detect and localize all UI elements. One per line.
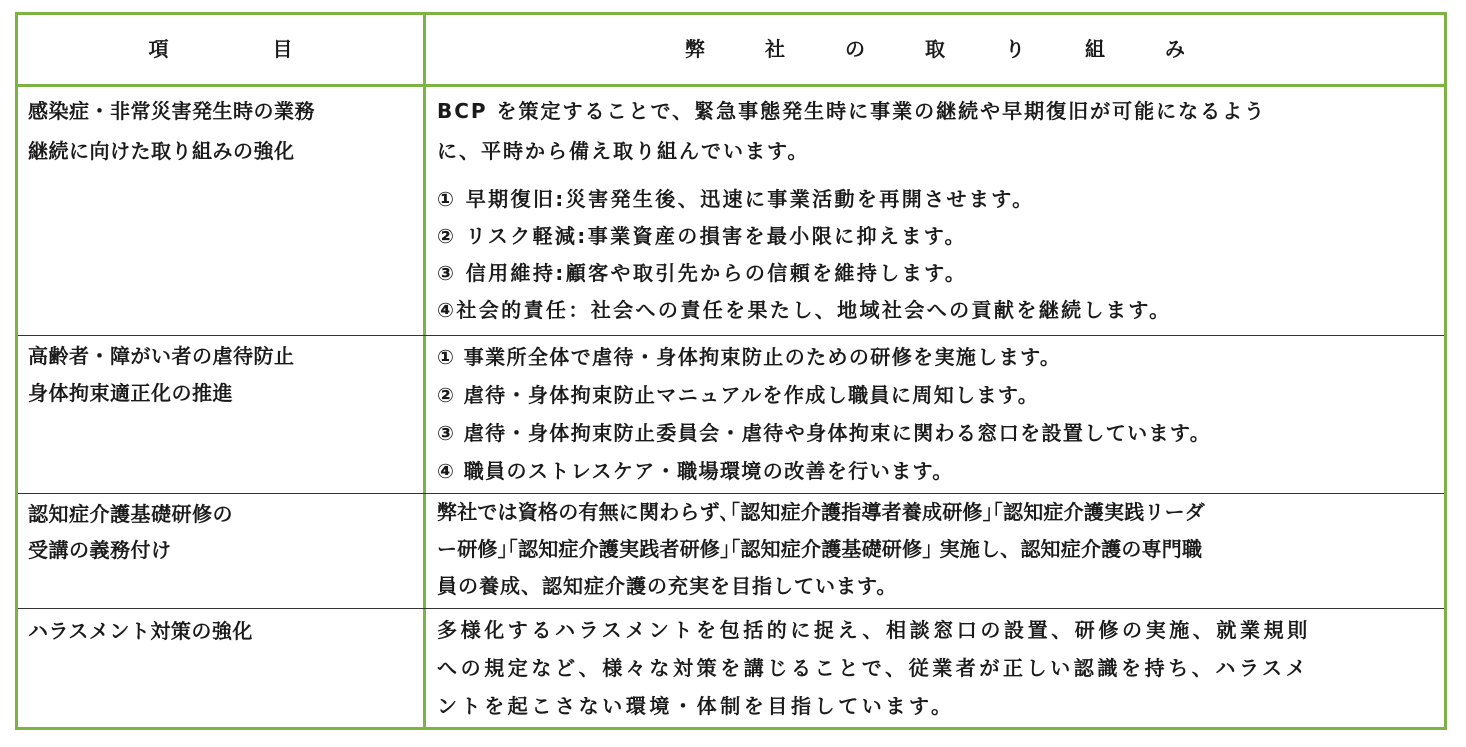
list-item: ② 虐待・身体拘束防止マニュアルを作成し職員に周知します。	[437, 383, 1040, 407]
row-content: 多様化するハラスメントを包括的に捉え、相談窓口の設置、研修の実施、就業規則 への規定など、様々な対策を講じることで、従業者が正しい認識を持ち、ハラスメ ントを起こさない環境・体制を目指しています。	[437, 618, 1311, 718]
list-item: ① 早期復旧:災害発生後、迅速に事業活動を再開させます。	[437, 187, 1035, 211]
row-item: 高齢者・障がい者の虐待防止 身体拘束適正化の推進	[28, 344, 295, 405]
list-item: ① 事業所全体で虐待・身体拘束防止のための研修を実施します。	[437, 345, 1062, 369]
row-content: 弊社では資格の有無に関わらず､｢認知症介護指導者養成研修｣｢認知症介護実践リーダ ー研修｣｢認知症介護実践者研修｣｢認知症介護基礎研修｣ 実施し、認知症介護の専門職 員の養成、認知症介護の充実を目指しています。	[437, 500, 1205, 598]
row-item: 感染症・非常災害発生時の業務 継続に向けた取り組みの強化	[28, 99, 315, 163]
list-item: ③ 信用維持:顧客や取引先からの信頼を維持します。	[437, 261, 968, 285]
row-item: ハラスメント対策の強化	[28, 619, 253, 643]
list-item: ③ 虐待・身体拘束防止委員会・虐待や身体拘束に関わる窓口を設置しています。	[437, 421, 1212, 445]
table-row	[18, 87, 1444, 336]
policy-table	[15, 12, 1447, 730]
list-item: ② リスク軽減:事業資産の損害を最小限に抑えます。	[437, 224, 967, 248]
table-row	[18, 609, 1444, 727]
table-row	[18, 336, 1444, 494]
table-row	[18, 494, 1444, 609]
header-initiatives: 弊 社 の 取 り 組 み	[685, 37, 1185, 61]
table-header	[18, 15, 1444, 87]
row-content: BCP を策定することで、緊急事態発生時に事業の継続や早期復旧が可能になるよう に、平時から備え取り組んでいます。 ① 早期復旧:災害発生後、迅速に事業活動を再開させます。 ② リスク軽減:事業資産の損害を最小限に抑えます。 ③ 信用維持:顧客や取引先からの信頼を維持します。 ④社会的責任：社会への責任を果たし、地域社会への貢献を継続します。	[437, 91, 1437, 329]
row-content	[437, 338, 1437, 490]
header-item: 項 目	[148, 37, 293, 61]
list-item: ④社会的責任：社会への責任を果たし、地域社会への貢献を継続します。	[437, 298, 1172, 322]
row-item: 認知症介護基礎研修の 受講の義務付け	[28, 502, 233, 562]
list-item: ④ 職員のストレスケア・職場環境の改善を行います。	[437, 459, 954, 483]
